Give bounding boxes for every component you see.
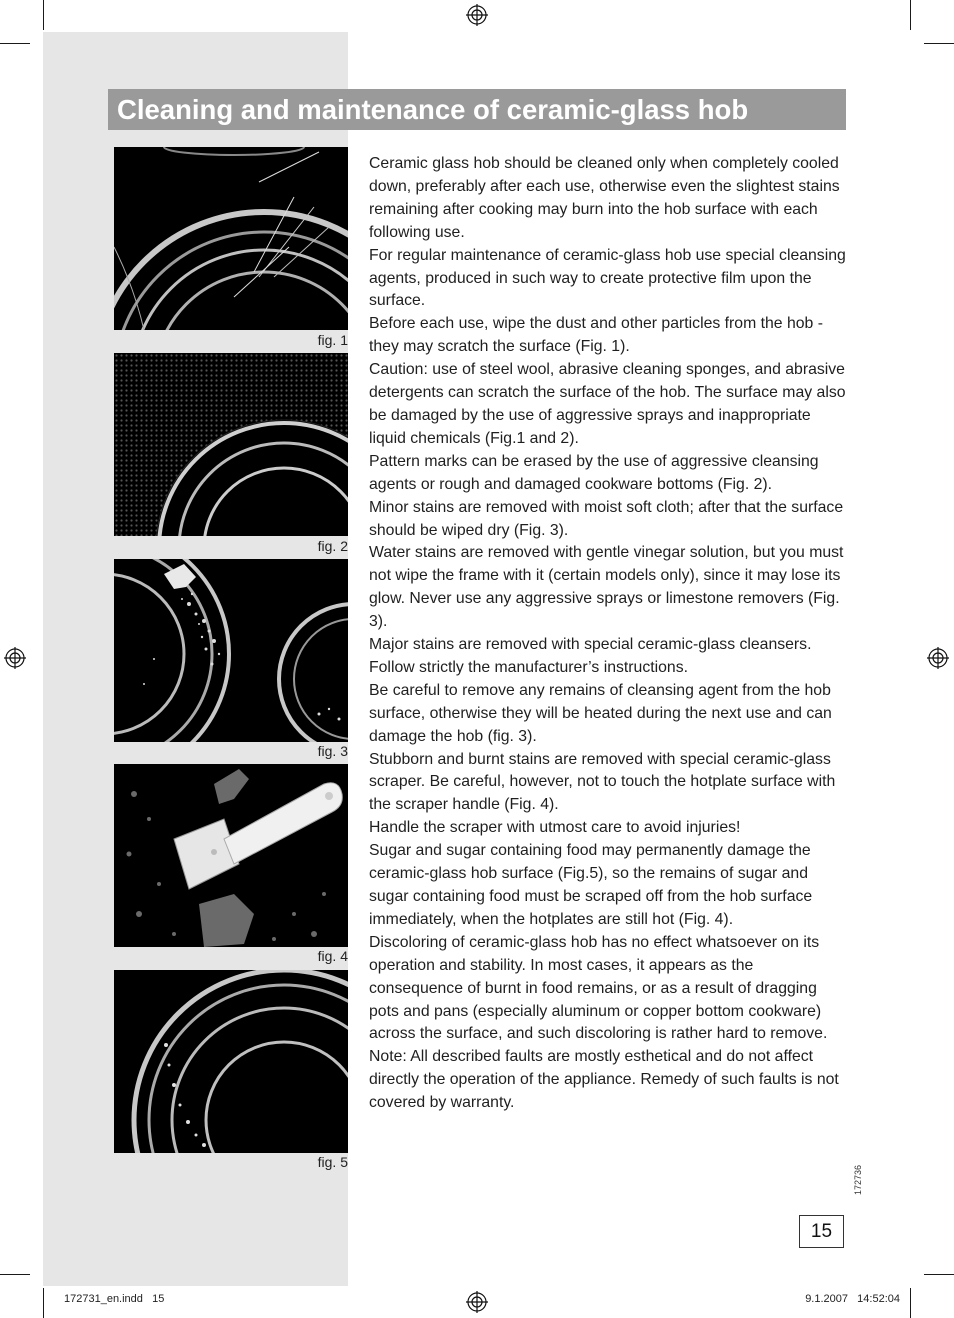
paragraph: Pattern marks can be erased by the use of aggressive cleansing agents or rough and damaged cookware bottoms (Fig. 2).	[369, 452, 819, 493]
crop-mark	[43, 1288, 44, 1318]
paragraph: Handle the scraper with utmost care to avoid injuries!	[369, 819, 741, 837]
side-code: 172736	[853, 1164, 863, 1196]
page-title: Cleaning and maintenance of ceramic-glass hob	[117, 94, 749, 125]
paragraph: Sugar and sugar containing food may permanently damage the ceramic-glass hob surface (Fig.5), so the remains of sugar and sugar containing food must be scraped off from the hob surface immediately, when the hotplates are still hot (Fig. 4).	[369, 842, 813, 928]
registration-mark-icon	[466, 1291, 488, 1313]
crop-mark	[910, 1288, 911, 1318]
crop-mark	[0, 1274, 30, 1275]
paragraph: Minor stains are removed with moist soft cloth; after that the surface should be wiped dry (Fig. 3).	[369, 498, 844, 539]
page-number: 15	[799, 1215, 844, 1248]
crop-mark	[924, 1274, 954, 1275]
paragraph: Caution: use of steel wool, abrasive cleaning sponges, and abrasive detergents can scratch the surface of the hob. The surface may also be damaged by the use of aggressive sprays and inappropriate liquid chemicals (Fig.1 and 2).	[369, 361, 846, 447]
footer-timestamp: 9.1.2007 14:52:04	[805, 1293, 900, 1305]
figure-3-image	[114, 559, 348, 742]
body-text	[369, 153, 849, 1115]
figure-5-image	[114, 970, 348, 1153]
paragraph: Note: All described faults are mostly esthetical and do not affect directly the operation of the appliance. Remedy of such faults is not covered by warranty.	[369, 1048, 839, 1112]
figure-4-image	[114, 764, 348, 947]
figure-1-caption: fig. 1	[317, 332, 348, 348]
paragraph: Stubborn and burnt stains are removed with special ceramic-glass scraper. Be careful, however, not to touch the hotplate surface with the scraper handle (Fig. 4).	[369, 750, 836, 814]
registration-mark-icon	[927, 647, 949, 669]
paragraph: For regular maintenance of ceramic-glass hob use special cleansing agents, produced in such way to create protective film upon the surface.	[369, 246, 846, 310]
paragraph: Ceramic glass hob should be cleaned only when completely cooled down, preferably after each use, otherwise even the slightest stains remaining after cooking may burn into the hob surface with each following use.	[369, 155, 840, 241]
crop-mark	[43, 0, 44, 30]
footer-file-info: 172731_en.indd 15	[64, 1293, 165, 1305]
figure-2-image	[114, 353, 348, 536]
paragraph: Water stains are removed with gentle vinegar solution, but you must not wipe the frame with it (certain models only), since it may lose its glow. Never use any aggressive sprays or limestone removers (Fig. 3).	[369, 544, 844, 631]
figure-2-caption: fig. 2	[317, 538, 348, 554]
registration-mark-icon	[466, 4, 488, 26]
crop-mark	[910, 0, 911, 30]
registration-mark-icon	[4, 647, 26, 669]
figure-1-image	[114, 147, 348, 330]
crop-mark	[924, 43, 954, 44]
figure-5-caption: fig. 5	[317, 1154, 348, 1170]
figure-3-caption: fig. 3	[317, 743, 348, 759]
title-bar	[108, 89, 846, 130]
paragraph: Major stains are removed with special ceramic-glass cleansers. Follow strictly the manufacturer’s instructions.	[369, 636, 812, 676]
paragraph: Before each use, wipe the dust and other particles from the hob - they may scratch the surface (Fig. 1).	[369, 315, 823, 356]
paragraph: Be careful to remove any remains of cleansing agent from the hob surface, otherwise they will be heated during the next use and can damage the hob (fig. 3).	[369, 681, 832, 745]
crop-mark	[0, 43, 30, 44]
figure-4-caption: fig. 4	[317, 948, 348, 964]
paragraph: Discoloring of ceramic-glass hob has no effect whatsoever on its operation and stability. In most cases, it appears as the consequence of burnt in food remains, or as a result of dragging pots and pans (especially aluminum or copper bottom cookware) across the surface, and such discoloring is rather hard to remove.	[369, 933, 828, 1043]
